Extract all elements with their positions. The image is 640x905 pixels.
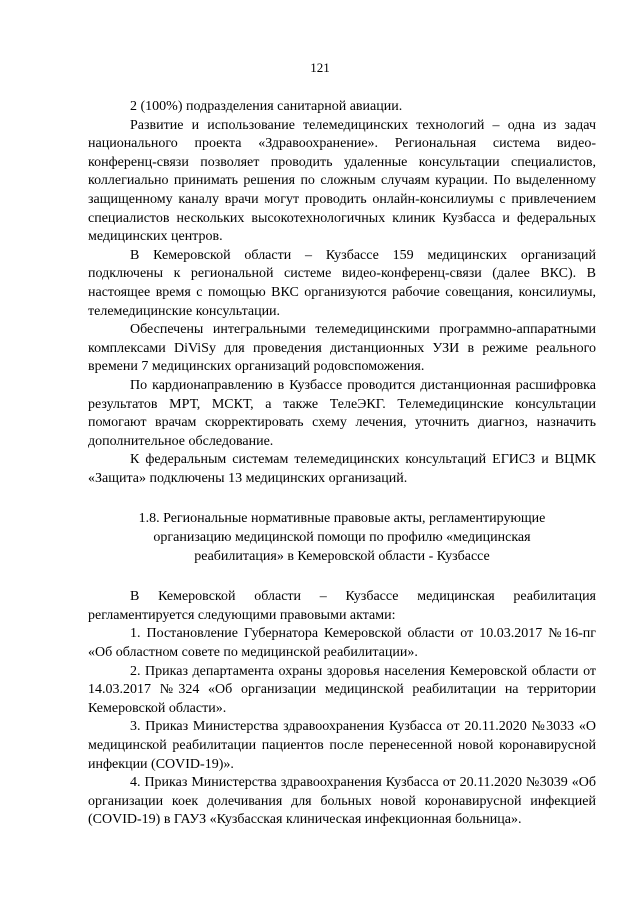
section-heading-line-1: 1.8. Региональные нормативные правовые акты, регламентирующие <box>138 511 546 527</box>
paragraph-vks-connection: В Кемеровской области – Кузбассе 159 медицинских организаций подключены к региональной системе видео-конференц-связи (далее ВКС). В настоящее время с помощью ВКС организуются рабочие совещания, консилиумы, телемедицинские консультации. <box>88 247 596 319</box>
page-number: 121 <box>310 60 330 75</box>
section-heading-line-2: организацию медицинской помощи по профилю «медицинская <box>153 530 531 546</box>
list-item-legal-act-2: 2. Приказ департамента охраны здоровья населения Кемеровской области от 14.03.2017 №324 «Об организации медицинской реабилитации на территории Кемеровской области». <box>88 663 596 716</box>
document-body <box>88 98 596 830</box>
list-item-legal-act-4: 4. Приказ Министерства здравоохранения Кузбасса от 20.11.2020 №3039 «Об организации коек долечивания для больных новой коронавирусной инфекцией (COVID-19) в ГАУЗ «Кузбасская клиническая инфекционная больница». <box>88 775 596 828</box>
list-item-legal-act-1: 1. Постановление Губернатора Кемеровской области от 10.03.2017 №16-пг «Об областном совете по медицинской реабилитации». <box>88 626 596 661</box>
paragraph-federal-systems: К федеральным системам телемедицинских консультаций ЕГИСЗ и ВЦМК «Защита» подключены 13 медицинских организаций. <box>88 452 596 486</box>
paragraph-rehab-regulation-intro: В Кемеровской области – Кузбассе медицинская реабилитация регламентируется следующими правовыми актами: <box>88 589 596 623</box>
list-item-legal-act-3: 3. Приказ Министерства здравоохранения Кузбасса от 20.11.2020 №3033 «О медицинской реабилитации пациентов после перенесенной новой коронавирусной инфекции (COVID-19)». <box>88 719 596 772</box>
paragraph-telemedicine-development: Развитие и использование телемедицинских технологий – одна из задач национального проекта «Здравоохранение». Региональная система видео-конференц-связи позволяет проводить удаленные консультации специалистов, коллегиально принимать решения по сложным случаям курации. По выделенному защищенному каналу врачи могут проводить онлайн-консилиумы с привлечением специалистов нескольких высокотехнологичных клиник Кузбасса и федеральных медицинских центров. <box>88 117 596 245</box>
paragraph-divisy-complexes: Обеспечены интегральными телемедицинскими программно-аппаратными комплексами DiViSy для проведения дистанционных УЗИ в режиме реального времени 7 медицинских организаций родовспоможения. <box>88 322 596 375</box>
paragraph-sanitary-aviation: 2 (100%) подразделения санитарной авиации. <box>130 99 403 114</box>
paragraph-cardio-direction: По кардионаправлению в Кузбассе проводится дистанционная расшифровка результатов МРТ, МСКТ, а также ТелеЭКГ. Телемедицинские консультации помогают врачам скорректировать схему лечения, уточнить диагноз, назначить дополнительное обследование. <box>88 377 596 449</box>
section-heading-line-3: реабилитация» в Кемеровской области - Кузбассе <box>194 548 490 564</box>
section-heading <box>88 510 596 566</box>
